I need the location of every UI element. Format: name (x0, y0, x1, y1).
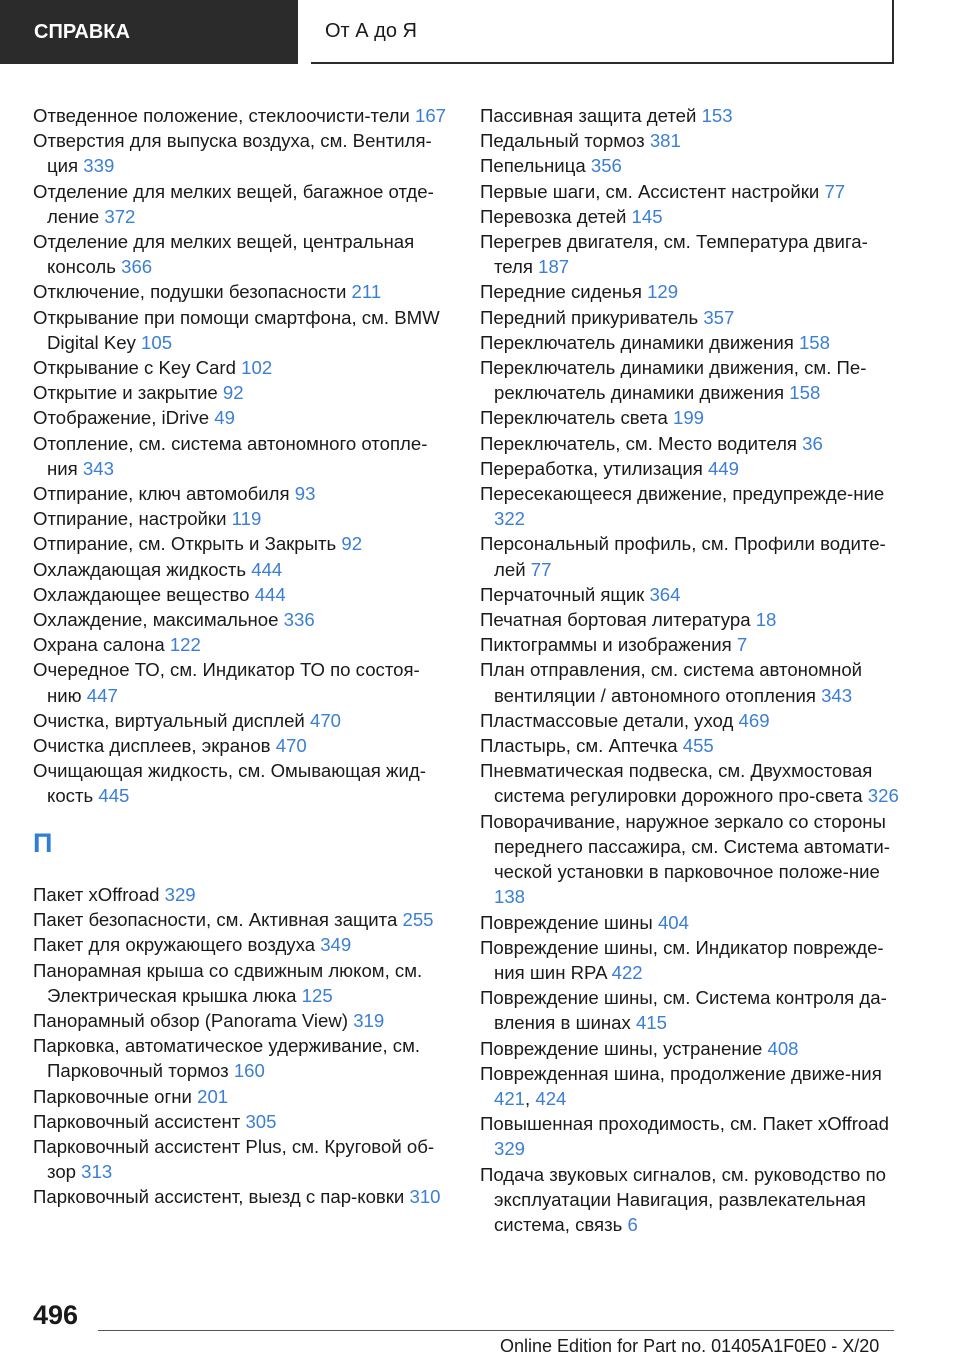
page-link[interactable]: 145 (631, 205, 663, 227)
page-link[interactable]: 366 (121, 256, 153, 278)
page-link[interactable]: 357 (703, 306, 735, 328)
index-entry-text: Очищающая жидкость, см. Омывающая жид-кость (33, 760, 426, 807)
index-entry (480, 985, 900, 1035)
page-link[interactable]: 119 (231, 508, 262, 530)
page-link[interactable]: 125 (301, 984, 333, 1006)
index-entry (33, 531, 453, 556)
index-entry (33, 632, 453, 657)
index-entry (33, 481, 453, 506)
index-entry (480, 355, 900, 405)
page-link[interactable]: 18 (755, 609, 777, 631)
index-entry (480, 1036, 900, 1061)
index-entry-text: Поворачивание, наружное зеркало со стороны переднего пассажира, см. Система автомати-ческой установки в парковочное положе-ние (480, 810, 890, 883)
page-link[interactable]: 343 (82, 457, 114, 479)
page-link[interactable]: 6 (627, 1213, 638, 1235)
index-entry (33, 1184, 453, 1209)
page-number: 496 (33, 1300, 79, 1330)
index-entry (480, 128, 900, 153)
index-entry (480, 456, 900, 481)
index-entry-text: Охлаждающая жидкость (33, 558, 247, 580)
index-entry (480, 632, 900, 657)
index-entry (480, 1111, 900, 1161)
page-link[interactable]: 329 (164, 883, 196, 905)
index-entry-text: Передние сиденья (480, 281, 642, 303)
index-entry-text: Пластырь, см. Аптечка (480, 735, 678, 757)
page-link[interactable]: 445 (98, 785, 130, 807)
index-entry-text: Отведенное положение, стеклоочисти-тели (33, 105, 410, 126)
index-list-o (33, 103, 453, 809)
index-entry-text: Парковочный ассистент Plus, см. Круговой об-зор (33, 1135, 435, 1183)
page-link[interactable]: 77 (530, 558, 552, 580)
page-link[interactable]: 469 (738, 709, 770, 731)
index-entry-text: Открывание при помощи смартфона, см. BMW Digital Key (33, 306, 440, 353)
index-entry-text: Передний прикуриватель (480, 306, 699, 328)
page-link[interactable]: 160 (233, 1060, 265, 1082)
index-entry (480, 405, 900, 430)
index-entry-text: Повреждение шины, см. Система контроля да-вления в шинах (480, 987, 887, 1034)
index-entry-text: Пиктограммы и изображения (480, 634, 732, 656)
index-entry-text: Отпирание, настройки (33, 508, 227, 530)
page-link[interactable]: 421 (494, 1087, 526, 1109)
index-entry (33, 179, 453, 229)
index-entry-text: Открывание с Key Card (33, 357, 236, 379)
index-entry-text: Охрана салона (33, 634, 165, 656)
index-entry (33, 1084, 453, 1109)
index-entry (480, 708, 900, 733)
page-link[interactable]: 199 (672, 407, 705, 429)
index-entry-text: Повышенная проходимость, см. Пакет xOffroad (480, 1113, 889, 1135)
index-entry-text: Подача звуковых сигналов, см. руководство по эксплуатации Навигация, развлекательная система, связь (480, 1163, 887, 1235)
index-entry-text: Пакет безопасности, см. Активная защита (33, 909, 398, 931)
page-link[interactable]: 329 (494, 1138, 526, 1160)
page-link[interactable]: 138 (494, 886, 526, 908)
page-link[interactable]: 313 (81, 1161, 113, 1183)
index-entry-text: Открытие и закрытие (33, 382, 218, 404)
index-entry (480, 481, 900, 531)
index-entry (33, 1134, 453, 1184)
index-entry-text: Очистка дисплеев, экранов (33, 735, 271, 757)
page-link[interactable]: 408 (767, 1037, 799, 1059)
index-entry-text: Переключатель динамики движения, см. Пе-реключатель динамики движения (480, 357, 867, 404)
index-entry-text: Перевозка детей (480, 205, 627, 227)
index-entry (480, 733, 900, 758)
index-entry (480, 229, 900, 279)
index-entry-text: Пепельница (480, 155, 586, 177)
page-link[interactable]: 255 (402, 909, 434, 931)
index-entry-text: Пневматическая подвеска, см. Двухмостовая система регулировки дорожного про-света (480, 760, 873, 807)
index-entry (480, 103, 900, 128)
index-entry-text: Переключатель света (480, 407, 668, 429)
page-link[interactable]: 305 (245, 1110, 277, 1132)
header-subsection-tab[interactable] (311, 0, 894, 64)
page-link[interactable]: 49 (214, 407, 235, 429)
page-link[interactable]: 319 (353, 1009, 385, 1031)
index-entry-text: Парковка, автоматическое удерживание, см. Парковочный тормоз (33, 1035, 421, 1082)
section-letter: П (33, 827, 53, 858)
index-entry (33, 582, 453, 607)
page-link[interactable]: 381 (649, 130, 681, 152)
index-entry-text: Повреждение шины, см. Индикатор поврежде-ния шин RPA (480, 936, 884, 983)
index-entry (480, 910, 900, 935)
index-entry-text: Пересекающееся движение, предупрежде-ние (480, 483, 885, 505)
index-entry-text: Очередное ТО, см. Индикатор ТО по состоя-нию (33, 659, 420, 706)
index-entry-text: Панорамная крыша со сдвижным люком, см. Электрическая крышка люка (33, 959, 423, 1006)
index-entry-text: Парковочный ассистент, выезд с пар-ковки (33, 1186, 405, 1208)
page-link[interactable]: 310 (409, 1186, 441, 1208)
index-entry-text: План отправления, см. система автономной вентиляции / автономного отопления (480, 659, 863, 706)
index-entry-text: Очистка, виртуальный дисплей (33, 709, 305, 731)
page-link[interactable]: 102 (241, 357, 273, 379)
page-link[interactable]: 158 (789, 382, 821, 404)
index-entry (33, 733, 453, 758)
page-link[interactable]: 105 (141, 331, 173, 353)
index-entry (33, 128, 453, 178)
page-link[interactable]: 404 (657, 911, 689, 933)
page-link[interactable]: 339 (83, 155, 115, 177)
index-entry (480, 305, 900, 330)
index-entry-text: Парковочные огни (33, 1085, 192, 1107)
index-entry (33, 557, 453, 582)
page-link[interactable]: 153 (701, 105, 733, 126)
page-link[interactable]: 349 (320, 934, 352, 956)
index-entry (33, 758, 453, 808)
index-entry-text: Пассивная защита детей (480, 105, 697, 126)
index-entry (33, 506, 453, 531)
index-entry (480, 758, 900, 808)
page-link[interactable]: 470 (275, 735, 307, 757)
page-link[interactable]: 211 (351, 281, 382, 303)
index-entry-text: Отпирание, ключ автомобиля (33, 483, 290, 505)
index-entry: Поврежденная шина, продолжение движе-ния 421, 424 (480, 1062, 882, 1109)
index-column-left (33, 103, 453, 1210)
index-entry (480, 935, 900, 985)
index-entry-text: Поврежденная шина, продолжение движе-ния (480, 1062, 882, 1084)
index-entry-text: Отпирание, см. Открыть и Закрыть (33, 533, 337, 555)
index-entry-text: Охлаждение, максимальное (33, 609, 279, 631)
index-entry (480, 204, 900, 229)
index-entry (480, 582, 900, 607)
index-entry-text: Парковочный ассистент (33, 1110, 241, 1132)
index-entry (33, 103, 453, 128)
index-entry-text: Отделение для мелких вещей, центральная консоль (33, 231, 415, 278)
index-entry-text: Отделение для мелких вещей, багажное отде-ление (33, 180, 434, 227)
index-entry (480, 279, 900, 304)
index-entry (33, 1109, 453, 1134)
index-entry (33, 380, 453, 405)
index-entry (33, 279, 453, 304)
index-entry (480, 179, 900, 204)
index-list-p-continued (480, 103, 900, 1237)
index-entry (480, 531, 900, 581)
page-link[interactable]: 322 (494, 508, 526, 530)
footer-divider (98, 1330, 894, 1331)
index-entry (33, 932, 453, 957)
page-link[interactable]: 470 (310, 709, 342, 731)
index-entry (33, 229, 453, 279)
page-link[interactable]: 444 (254, 583, 286, 605)
index-entry (33, 958, 453, 1008)
index-entry-text: Пластмассовые детали, уход (480, 709, 734, 731)
page-link[interactable]: 364 (649, 583, 681, 605)
header-section-label: СПРАВКА (34, 20, 130, 43)
page-link[interactable]: 343 (821, 684, 853, 706)
page-link[interactable]: 415 (635, 1012, 667, 1034)
index-entry (33, 907, 453, 932)
page-link[interactable]: 92 (222, 382, 244, 404)
page-link[interactable]: 7 (736, 634, 748, 656)
page-link[interactable]: 372 (104, 205, 136, 227)
index-column-right (480, 103, 900, 1237)
header-subsection-label: От А до Я (325, 19, 417, 42)
index-entry-text: Повреждение шины, устранение (480, 1037, 763, 1059)
index-entry (480, 809, 900, 910)
index-entry-text: Первые шаги, см. Ассистент настройки (480, 180, 820, 202)
index-entry (33, 708, 453, 733)
index-entry-text: Переключатель, см. Место водителя (480, 432, 797, 454)
index-entry-text: Перчаточный ящик (480, 583, 645, 605)
index-entry (33, 1033, 453, 1083)
page-link[interactable]: 336 (283, 609, 315, 631)
index-entry-text: Повреждение шины (480, 911, 653, 933)
page-link[interactable]: 326 (867, 785, 899, 807)
index-entry (33, 607, 453, 632)
index-entry (480, 153, 900, 178)
index-entry (33, 657, 453, 707)
page-link[interactable]: 201 (197, 1085, 229, 1107)
page-link[interactable]: 129 (647, 281, 679, 303)
page-link[interactable]: 424 (535, 1087, 567, 1109)
index-entry-text: Перегрев двигателя, см. Температура двига-теля (480, 231, 868, 278)
page-link[interactable]: 422 (611, 961, 643, 983)
index-entry-text: Охлаждающее вещество (33, 583, 250, 605)
header-section-tab[interactable] (0, 0, 298, 64)
index-entry-text: Отключение, подушки безопасности (33, 281, 347, 303)
page-link[interactable]: 167 (414, 105, 447, 126)
page-link[interactable]: 92 (341, 533, 363, 555)
index-entry (480, 431, 900, 456)
index-entry (33, 431, 453, 481)
index-entry-text: Пакет для окружающего воздуха (33, 934, 316, 956)
index-entry-text: Персональный профиль, см. Профили водите-лей (480, 533, 886, 580)
page-link[interactable]: 122 (169, 634, 201, 656)
page-link[interactable]: 449 (707, 457, 739, 479)
index-entry-text: Педальный тормоз (480, 130, 645, 152)
page-link[interactable]: 455 (682, 735, 714, 757)
page-link[interactable]: 447 (86, 684, 118, 706)
index-entry-text: Пакет xOffroad (33, 883, 160, 905)
page-link[interactable]: 36 (802, 432, 823, 454)
index-entry (480, 607, 900, 632)
index-entry-text: Отверстия для выпуска воздуха, см. Вентиля-ция (33, 130, 432, 177)
page-link[interactable]: 158 (798, 331, 830, 353)
index-entry-text: Переключатель динамики движения (480, 331, 794, 353)
page-link[interactable]: 444 (251, 558, 283, 580)
index-list-p (33, 882, 453, 1210)
page-link[interactable]: 356 (590, 155, 622, 177)
index-entry (480, 657, 900, 707)
page-link[interactable]: 93 (294, 483, 316, 505)
index-entry (33, 405, 453, 430)
index-entry (33, 305, 453, 355)
index-entry-text: Переработка, утилизация (480, 457, 703, 479)
index-entry-text: Отображение, iDrive (33, 407, 210, 429)
index-entry-text: Печатная бортовая литература (480, 609, 751, 631)
index-entry-text: Панорамный обзор (Panorama View) (33, 1009, 349, 1031)
index-entry (480, 1162, 900, 1238)
index-entry (480, 330, 900, 355)
page-link[interactable]: 77 (824, 180, 846, 202)
index-entry (33, 355, 453, 380)
index-entry (33, 882, 453, 907)
index-entry-text: Отопление, см. система автономного отопле-ния (33, 432, 428, 479)
page-link[interactable]: 187 (538, 256, 570, 278)
index-entry (33, 1008, 453, 1033)
footer-edition-text: Online Edition for Part no. 01405A1F0E0 - X/20 (500, 1336, 880, 1356)
